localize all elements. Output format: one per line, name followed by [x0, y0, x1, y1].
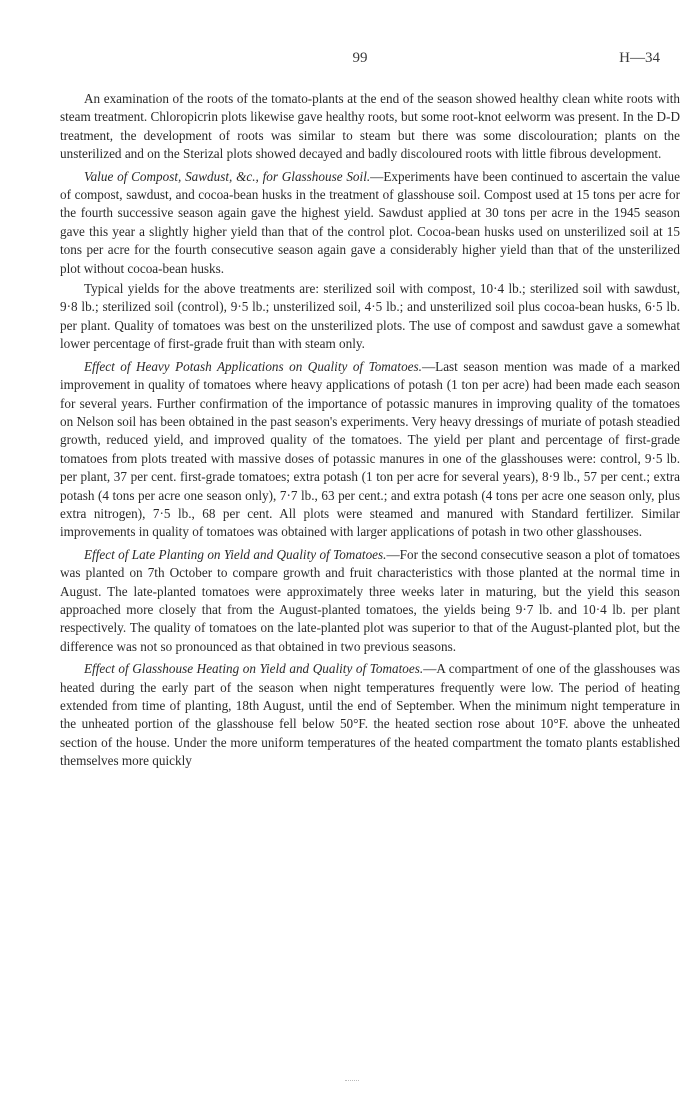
series-code: H—34 — [619, 50, 660, 66]
footer-mark — [345, 1080, 359, 1087]
paragraph-text: —For the second consecutive season a plot of tomatoes was planted on 7th October to compare growth and fruit characteristics with those planted at the normal time in August. The late-planted tomatoes were approximately three weeks later in maturing, but the yield this season approached more closely that from the August-planted tomatoes, the yields being 9·7 lb. and 10·4 lb. per plant respectively. The quality of tomatoes on the late-planted plot was superior to that of the August-planted plot, but the difference was not so pronounced as that obtained in two previous seasons. — [60, 546, 681, 654]
paragraph-text: An examination of the roots of the tomato-plants at the end of the season showed healthy clean white roots with steam treatment. Chloropicrin plots likewise gave healthy roots, but some root-knot eelworm was present. In the D-D treatment, the development of roots was similar to steam but there was some discolouration; plants on the unsterilized and on the Sterizal plots showed decayed and badly discoloured roots with little fibrous development. — [60, 91, 680, 162]
paragraph-glasshouse-heating — [60, 660, 680, 770]
paragraph-compost-sawdust — [60, 168, 680, 278]
body-text — [60, 90, 680, 773]
section-heading: Effect of Heavy Potash Applications on Quality of Tomatoes. — [84, 358, 422, 374]
paragraph-text: Typical yields for the above treatments are: sterilized soil with compost, 10·4 lb.; sterilized soil with sawdust, 9·8 lb.; sterilized soil (control), 9·5 lb.; unsterilized soil, 4·5 lb.; and unsterilized soil plus cocoa-bean husks, 6·5 lb. per plant. Quality of tomatoes was best on the unsterilized plots. The use of compost and sawdust gave a somewhat lower percentage of first-grade fruit than with steam only. — [60, 281, 680, 352]
section-heading: Effect of Late Planting on Yield and Quality of Tomatoes. — [84, 546, 387, 562]
paragraph-potash — [60, 358, 680, 542]
paragraph-text: —Last season mention was made of a marked improvement in quality of tomatoes where heavy applications of potash (1 ton per acre) had been made each season for several years. Further confirmation of the importance of potassic manures in improving quality of the tomatoes on Nelson soil has been obtained in the past season's experiments. Very heavy dressings of muriate of potash steadied growth, reduced yield, and improved quality of the tomatoes. The yield per plant and percentage of first-grade tomatoes from plots treated with massive doses of potassic manures in one of the glasshouses were: control, 9·5 lb. per plant, 37 per cent. first-grade tomatoes; extra potash (1 ton per acre for several years), 8·9 lb., 57 per cent.; extra potash (4 tons per acre one season only), 7·7 lb., 63 per cent.; and extra potash (4 tons per acre one season only, plus extra nitrogen), 7·5 lb., 68 per cent. All plots were steamed and manured with Standard fertilizer. Similar improvements in quality of tomatoes was obtained with larger applications of potash in two other glasshouses. — [60, 358, 681, 540]
paragraph-text: —A compartment of one of the glasshouses was heated during the early part of the season when night temperatures frequently were low. The period of heating extended from time of planting, 18th August, until the end of September. When the minimum night temperature in the unheated portion of the glasshouse fell below 50°F. the heated section rose about 10°F. above the unheated section of the house. Under the more uniform temperatures of the heated compartment the tomato plants established themselves more quickly — [60, 661, 680, 769]
paragraph-late-planting — [60, 546, 680, 656]
section-heading: Effect of Glasshouse Heating on Yield and Quality of Tomatoes. — [84, 661, 424, 677]
paragraph-typical-yields — [60, 280, 680, 354]
section-heading: Value of Compost, Sawdust, &c., for Glasshouse Soil. — [84, 168, 371, 184]
page-number: 99 — [352, 50, 368, 66]
paragraph-root-examination — [60, 90, 680, 164]
paragraph-text: —Experiments have been continued to ascertain the value of compost, sawdust, and cocoa-bean husks in the treatment of glasshouse soil. Compost used at 15 tons per acre for the fourth successive season again gave the highest yield. Sawdust applied at 30 tons per acre in the 1945 season gave this year a slightly higher yield than that of the control plot. Cocoa-bean husks used on unsterilized soil at 15 tons per acre for the fourth consecutive season again gave a considerably higher yield than that of the unsterilized plot without cocoa-bean husks. — [60, 168, 680, 276]
running-header — [60, 50, 660, 70]
